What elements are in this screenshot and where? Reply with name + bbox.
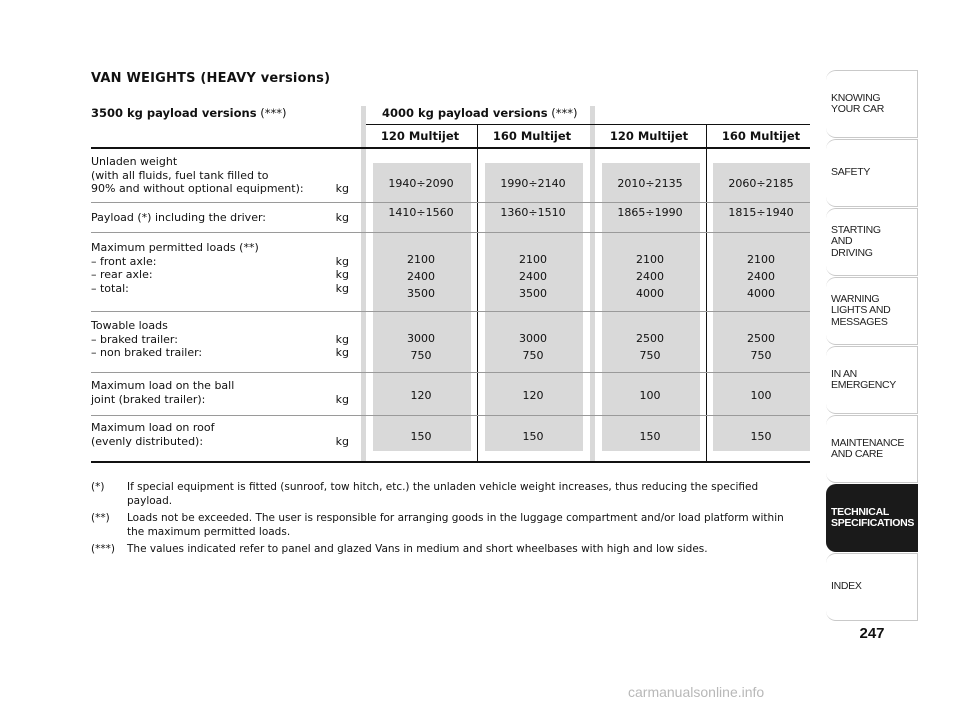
value-text: 3500 bbox=[519, 287, 547, 300]
footnote bbox=[91, 511, 803, 539]
footnote-mark: (**) bbox=[91, 512, 110, 524]
tab-warning-lights-and-messages[interactable] bbox=[826, 277, 918, 345]
label-line: Maximum load on roof bbox=[91, 421, 215, 434]
row-separator bbox=[91, 232, 810, 233]
footnote-text: If special equipment is fitted (sunroof, tow hitch, etc.) the unladen vehicle weight increases, thus reducing the specified payload. bbox=[127, 481, 759, 507]
value-cell bbox=[708, 428, 814, 445]
page-title: VAN WEIGHTS (HEAVY versions) bbox=[91, 71, 331, 86]
value-text: 750 bbox=[639, 349, 661, 362]
label-line: – front axle: bbox=[91, 254, 157, 268]
value-cell bbox=[368, 330, 474, 364]
label-line: joint (braked trailer): bbox=[91, 392, 206, 406]
label-line: (evenly distributed): bbox=[91, 434, 204, 448]
group-label-3500: 3500 kg payload versions bbox=[91, 106, 257, 120]
value-cell bbox=[480, 204, 586, 221]
value-cell bbox=[480, 175, 586, 192]
group-header-4000 bbox=[382, 106, 577, 120]
label-line: (with all fluids, fuel tank filled to bbox=[91, 168, 269, 182]
tab-label: TECHNICAL bbox=[831, 505, 889, 518]
label-line: – total: bbox=[91, 281, 129, 295]
value-text: 120 bbox=[522, 389, 544, 402]
value-text: 1815÷1940 bbox=[728, 206, 794, 219]
tab-knowing-your-car[interactable] bbox=[826, 70, 918, 138]
page-number: 247 bbox=[859, 625, 885, 642]
value-cell bbox=[597, 175, 703, 192]
shade-strip-mid bbox=[590, 106, 595, 462]
value-text: 120 bbox=[410, 389, 432, 402]
value-text: 150 bbox=[750, 430, 772, 443]
label-line: Towable loads bbox=[91, 319, 168, 332]
tab-label: INDEX bbox=[831, 580, 862, 593]
row-separator bbox=[91, 202, 810, 203]
header-top-rule bbox=[366, 124, 810, 125]
value-cell bbox=[368, 428, 474, 445]
row-label-ball-joint bbox=[91, 379, 349, 406]
unit: kg bbox=[335, 211, 349, 224]
tab-in-an-emergency[interactable] bbox=[826, 346, 918, 414]
label-line: – rear axle: bbox=[91, 268, 153, 281]
row-label-towable-loads bbox=[91, 319, 349, 360]
row-label-max-loads bbox=[91, 241, 349, 295]
unit: kg bbox=[335, 281, 349, 295]
value-text: 3000 bbox=[407, 332, 435, 345]
unit: kg bbox=[335, 332, 349, 346]
tab-maintenance-and-care[interactable] bbox=[826, 415, 918, 483]
row-separator bbox=[91, 415, 810, 416]
footnote-mark: (***) bbox=[91, 543, 115, 555]
tab-label: MESSAGES bbox=[831, 315, 888, 328]
footnote bbox=[91, 480, 803, 508]
value-text: 2500 bbox=[636, 332, 664, 345]
label-line: Maximum permitted loads (**) bbox=[91, 241, 259, 254]
value-text: 2010÷2135 bbox=[617, 177, 683, 190]
value-text: 2100 bbox=[519, 253, 547, 266]
group-header-3500 bbox=[91, 106, 286, 120]
value-cell bbox=[368, 251, 474, 302]
value-cell bbox=[480, 251, 586, 302]
tab-label: LIGHTS AND bbox=[831, 304, 891, 317]
tab-label: DRIVING bbox=[831, 246, 873, 259]
column-header-4: 160 Multijet bbox=[721, 129, 801, 143]
tab-label: SPECIFICATIONS bbox=[831, 517, 915, 529]
value-text: 3000 bbox=[519, 332, 547, 345]
tab-label: EMERGENCY bbox=[831, 379, 896, 391]
value-text: 100 bbox=[639, 389, 661, 402]
value-cell bbox=[708, 330, 814, 364]
value-text: 150 bbox=[522, 430, 544, 443]
value-text: 1410÷1560 bbox=[388, 206, 454, 219]
value-cell bbox=[368, 175, 474, 192]
value-text: 2500 bbox=[747, 332, 775, 345]
tab-label: KNOWING bbox=[831, 91, 881, 104]
value-text: 2400 bbox=[519, 270, 547, 283]
value-text: 1360÷1510 bbox=[500, 206, 566, 219]
value-cell bbox=[480, 330, 586, 364]
value-cell bbox=[597, 251, 703, 302]
tab-label: MAINTENANCE bbox=[831, 436, 905, 449]
shade-strip-left bbox=[361, 106, 366, 462]
value-cell bbox=[708, 175, 814, 192]
tab-label: SAFETY bbox=[831, 166, 871, 179]
tab-index[interactable] bbox=[826, 553, 918, 621]
value-cell bbox=[480, 428, 586, 445]
value-text: 2400 bbox=[747, 270, 775, 283]
tab-label: STARTING bbox=[831, 223, 881, 236]
value-text: 750 bbox=[410, 349, 432, 362]
value-text: 150 bbox=[410, 430, 432, 443]
value-text: 2100 bbox=[747, 253, 775, 266]
footnote bbox=[91, 542, 803, 556]
label-line: Payload (*) including the driver: bbox=[91, 211, 266, 224]
table-bottom-rule bbox=[91, 461, 810, 463]
column-separator bbox=[477, 125, 478, 462]
tab-label: YOUR CAR bbox=[831, 103, 885, 115]
value-text: 3500 bbox=[407, 287, 435, 300]
value-text: 4000 bbox=[747, 287, 775, 300]
tab-label: AND CARE bbox=[831, 448, 883, 460]
unit: kg bbox=[335, 346, 349, 359]
tab-technical-specifications[interactable] bbox=[826, 484, 918, 552]
column-header-3: 120 Multijet bbox=[609, 129, 689, 143]
group-mark-4000: (***) bbox=[547, 106, 578, 120]
value-text: 1865÷1990 bbox=[617, 206, 683, 219]
row-separator bbox=[91, 311, 810, 312]
value-cell bbox=[480, 387, 586, 404]
unit: kg bbox=[335, 254, 349, 268]
value-text: 2060÷2185 bbox=[728, 177, 794, 190]
group-mark-3500: (***) bbox=[256, 106, 287, 120]
value-text: 4000 bbox=[636, 287, 664, 300]
value-cell bbox=[368, 204, 474, 221]
value-cell bbox=[708, 387, 814, 404]
value-text: 150 bbox=[639, 430, 661, 443]
tab-safety[interactable] bbox=[826, 139, 918, 207]
value-cell bbox=[597, 204, 703, 221]
value-cell bbox=[708, 251, 814, 302]
label-line: Maximum load on the ball bbox=[91, 379, 235, 392]
row-label-unladen-weight bbox=[91, 155, 349, 196]
value-cell bbox=[597, 428, 703, 445]
tab-label: AND bbox=[831, 235, 853, 248]
unit: kg bbox=[335, 268, 349, 281]
tab-starting-and-driving[interactable] bbox=[826, 208, 918, 276]
column-separator bbox=[706, 125, 707, 462]
row-label-payload bbox=[91, 211, 349, 225]
label-line: Unladen weight bbox=[91, 155, 178, 168]
value-text: 750 bbox=[522, 349, 544, 362]
value-text: 1940÷2090 bbox=[388, 177, 454, 190]
column-header-2: 160 Multijet bbox=[492, 129, 572, 143]
column-header-1: 120 Multijet bbox=[380, 129, 460, 143]
value-text: 2400 bbox=[636, 270, 664, 283]
label-line: – non braked trailer: bbox=[91, 346, 203, 359]
tab-label: IN AN bbox=[831, 367, 857, 380]
value-text: 100 bbox=[750, 389, 772, 402]
value-cell bbox=[597, 330, 703, 364]
header-bottom-rule bbox=[91, 147, 810, 149]
value-text: 1990÷2140 bbox=[500, 177, 566, 190]
label-line: 90% and without optional equipment): bbox=[91, 182, 304, 195]
value-text: 750 bbox=[750, 349, 772, 362]
footnotes bbox=[91, 480, 803, 559]
label-line: – braked trailer: bbox=[91, 332, 178, 346]
value-text: 2100 bbox=[407, 253, 435, 266]
value-cell bbox=[708, 204, 814, 221]
footnote-mark: (*) bbox=[91, 481, 105, 493]
unit: kg bbox=[335, 434, 349, 448]
unit: kg bbox=[335, 392, 349, 406]
value-cell bbox=[368, 387, 474, 404]
value-text: 2400 bbox=[407, 270, 435, 283]
value-text: 2100 bbox=[636, 253, 664, 266]
footnote-text: Loads not be exceeded. The user is responsible for arranging goods in the luggage compartment and/or load platform within the maximum permitted loads. bbox=[127, 512, 784, 538]
tab-label: WARNING bbox=[831, 292, 880, 305]
row-label-roof-load bbox=[91, 421, 349, 448]
footnote-text: The values indicated refer to panel and glazed Vans in medium and short wheelbases with high and low sides. bbox=[127, 543, 708, 555]
value-cell bbox=[597, 387, 703, 404]
row-separator bbox=[91, 372, 810, 373]
watermark: carmanualsonline.info bbox=[628, 684, 765, 700]
group-label-4000: 4000 kg payload versions bbox=[382, 106, 548, 120]
unit: kg bbox=[335, 182, 349, 195]
